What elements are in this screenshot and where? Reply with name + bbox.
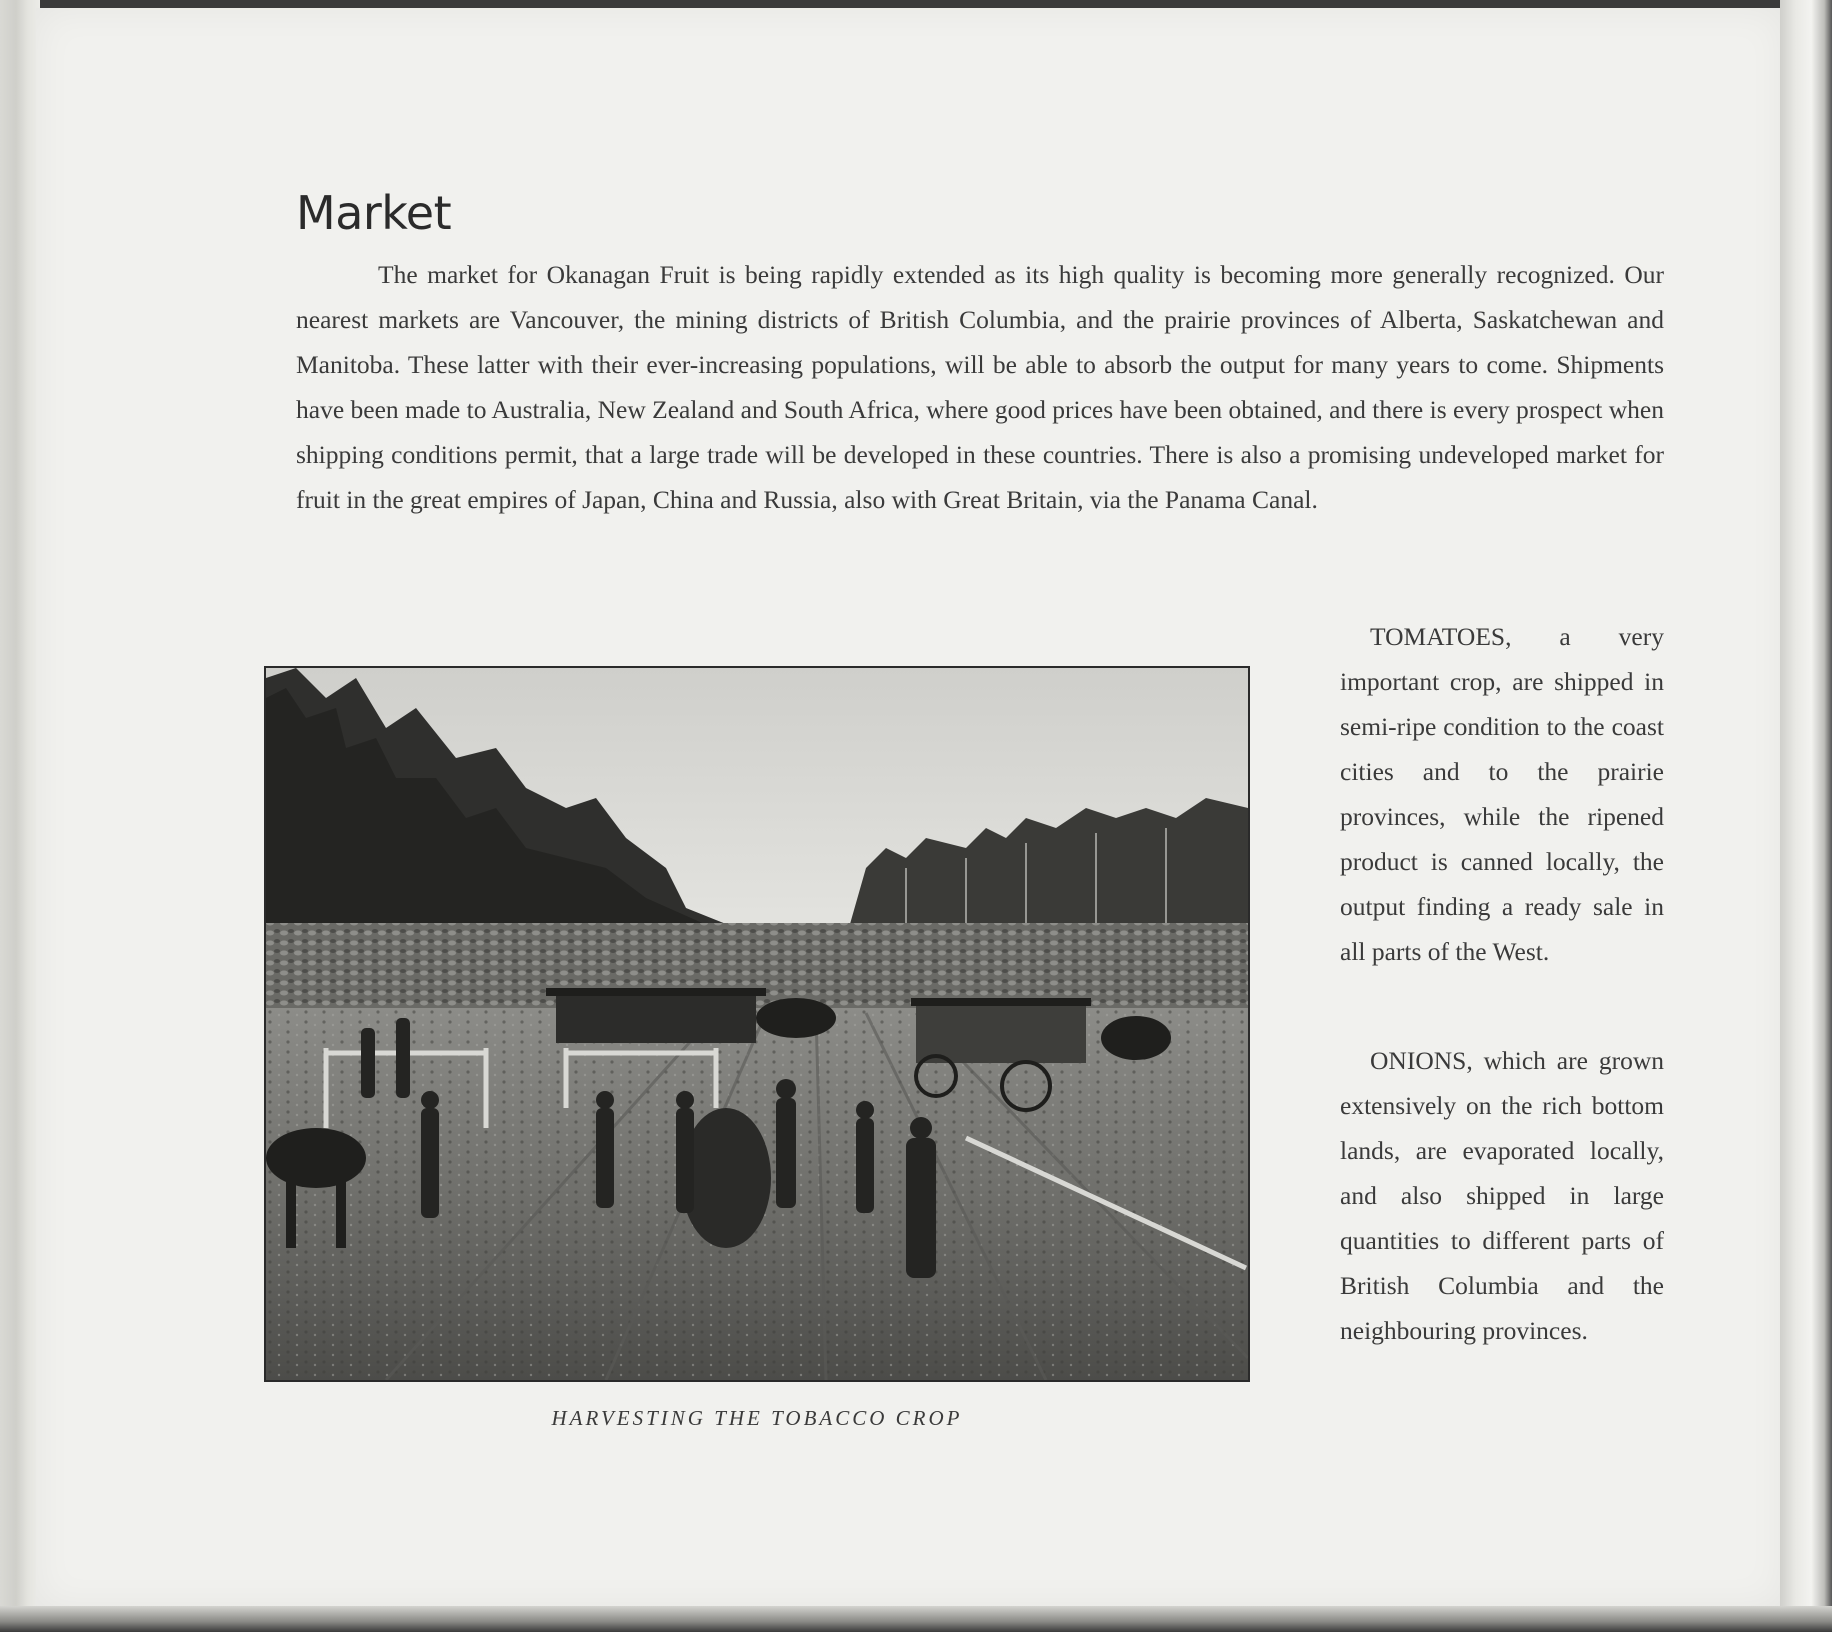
photo-tobacco-field — [266, 923, 1248, 1013]
photo-tobacco-bundle — [681, 1108, 771, 1248]
tomatoes-paragraph: TOMATOES, a very important crop, are shipped in semi-ripe condition to the coast cities and to the prairie provinces, while the ripened product is canned locally, the output finding a ready sale in all parts of the West. — [1340, 622, 1664, 966]
page-fold-edge — [1780, 0, 1832, 1632]
page-bottom-edge — [0, 1606, 1832, 1632]
intro-paragraph: The market for Okanagan Fruit is being rapidly extended as its high quality is becoming more generally recognized. Our nearest markets are Vancouver, the mining districts of British Columbia, and the prairie provinces of Alberta, Saskatchewan and Manitoba. These latter with their ever-increasing populations, will be able to absorb the output for many years to come. Shipments have been made to Australia, New Zealand and South Africa, where good prices have been obtained, and there is every prospect when shipping conditions permit, that a large trade will be developed in these countries. There is also a promising undeveloped market for fruit in the great empires of Japan, China and Russia, also with Great Britain, via the Panama Canal. — [296, 260, 1664, 514]
onions-paragraph: ONIONS, which are grown extensively on the rich bottom lands, are evaporated locally, and also shipped in large quantities to different parts of British Columbia and the neighbouring provinces. — [1340, 1046, 1664, 1345]
photo-caption: HARVESTING THE TOBACCO CROP — [551, 1406, 963, 1430]
photo-wagon-left — [546, 988, 766, 1043]
page-binding-edge — [0, 0, 40, 1632]
tobacco-harvest-photo — [264, 666, 1250, 1382]
photo-illustration — [266, 668, 1248, 1380]
page-title: Market — [296, 186, 452, 240]
page-sheet — [36, 8, 1784, 1608]
